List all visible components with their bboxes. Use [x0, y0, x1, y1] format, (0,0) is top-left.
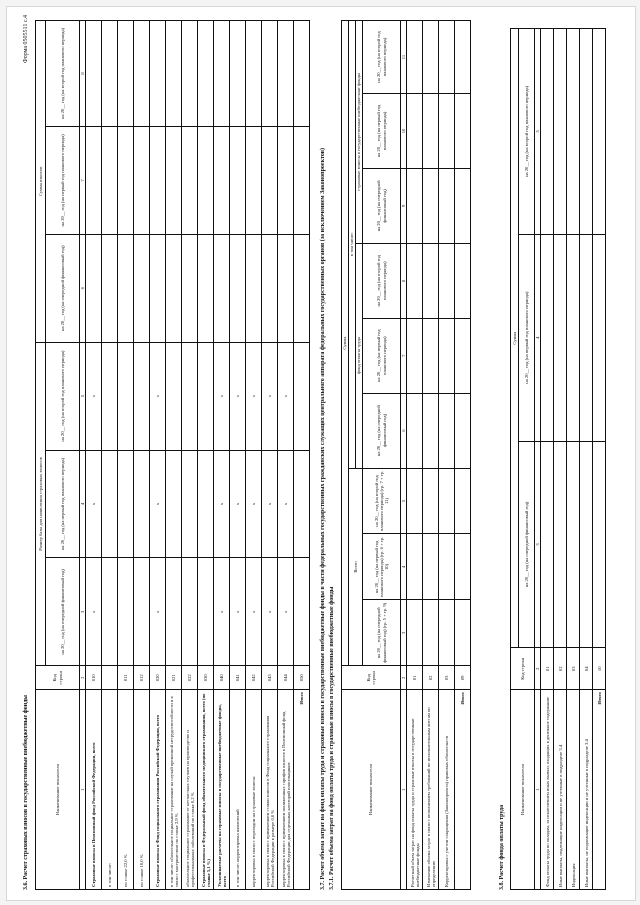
- value-cell: [439, 600, 455, 666]
- row-code: 021: [166, 666, 182, 690]
- value-cell: [439, 168, 455, 243]
- value-cell: [118, 450, 134, 558]
- total-row: [294, 21, 310, 890]
- row-code: 010: [86, 666, 102, 690]
- value-cell: [580, 441, 593, 648]
- value-cell: x: [150, 558, 166, 666]
- row-name: по ставке 22,0 %: [118, 690, 134, 890]
- value-cell: [166, 558, 182, 666]
- column-index: 11: [401, 21, 407, 94]
- value-cell: [407, 534, 423, 600]
- table-row: [134, 21, 150, 890]
- column-index: 3: [535, 441, 541, 648]
- value-cell: [593, 29, 606, 235]
- row-name: Индексация: [567, 690, 580, 890]
- header-year-2: на 20__ год (на первый год планового периода): [46, 450, 80, 558]
- column-index: 6: [80, 234, 86, 342]
- total-label: Итого: [455, 690, 471, 890]
- table-row: [262, 21, 278, 890]
- value-cell: [423, 534, 439, 600]
- value-cell: [230, 234, 246, 342]
- value-cell: [118, 21, 134, 127]
- header-total: Всего: [349, 468, 363, 666]
- table-row: [182, 21, 198, 890]
- header-year-2: на 20__ год (на первый год планового периода): [519, 234, 535, 441]
- value-cell: [541, 29, 554, 235]
- value-cell: [455, 468, 471, 534]
- value-cell: [182, 342, 198, 450]
- value-cell: [407, 318, 423, 393]
- value-cell: [567, 29, 580, 235]
- table-row: [118, 21, 134, 890]
- table-row: [580, 29, 593, 890]
- row-code: 03: [439, 666, 455, 690]
- header-name: Наименование показателя: [511, 690, 535, 890]
- table-row: [214, 21, 230, 890]
- value-cell: [166, 342, 182, 450]
- value-cell: [294, 558, 310, 666]
- value-cell: [102, 450, 118, 558]
- value-cell: x: [214, 450, 230, 558]
- column-index: 1: [535, 690, 541, 890]
- row-name: Фонд оплаты труда по окладам, за исключением иных выплат, входящих в денежное содержание: [541, 690, 554, 890]
- header-code: Код строки: [36, 666, 80, 690]
- column-index: 5: [80, 342, 86, 450]
- value-cell: [554, 441, 567, 648]
- value-cell: [593, 441, 606, 648]
- column-index: 3: [80, 558, 86, 666]
- payroll-costs-table: [341, 20, 471, 890]
- value-cell: [262, 21, 278, 127]
- value-cell: [554, 29, 567, 235]
- value-cell: [182, 558, 198, 666]
- value-cell: [455, 393, 471, 468]
- value-cell: [198, 126, 214, 234]
- value-cell: [423, 468, 439, 534]
- row-code: 020: [150, 666, 166, 690]
- value-cell: x: [262, 342, 278, 450]
- row-code: 030: [198, 666, 214, 690]
- value-cell: [134, 558, 150, 666]
- value-cell: [134, 342, 150, 450]
- value-cell: [567, 234, 580, 441]
- value-cell: [86, 21, 102, 127]
- value-cell: [294, 126, 310, 234]
- row-name: корректировка в связи с переходом на страховые взносы: [246, 690, 262, 890]
- header-code: Код строки: [511, 648, 535, 690]
- row-name: по ставке 10,0 %: [134, 690, 150, 890]
- row-code: 041: [230, 666, 246, 690]
- row-code: 02: [554, 648, 567, 690]
- total-code: 09: [455, 666, 471, 690]
- column-index: 4: [535, 234, 541, 441]
- header-year-2: на 20__ год (на первый год планового периода): [46, 126, 80, 234]
- value-cell: [593, 234, 606, 441]
- value-cell: [102, 234, 118, 342]
- value-cell: [407, 168, 423, 243]
- value-cell: x: [86, 450, 102, 558]
- value-cell: [262, 234, 278, 342]
- value-cell: [407, 94, 423, 169]
- row-code: 044: [278, 666, 294, 690]
- value-cell: [439, 393, 455, 468]
- header-year-3: на 20__ год (на второй год планового периода): [46, 21, 80, 127]
- column-index: 10: [401, 94, 407, 169]
- value-cell: [134, 234, 150, 342]
- value-cell: [567, 441, 580, 648]
- column-index: 5: [401, 468, 407, 534]
- row-name: Изменение объема затрат в связи с исполнением требований по исполнительным листам по определению: [423, 690, 439, 890]
- value-cell: [294, 21, 310, 127]
- table-body: [407, 21, 471, 890]
- column-index: 1: [401, 690, 407, 890]
- table-row: [246, 21, 262, 890]
- value-cell: [166, 234, 182, 342]
- value-cell: [541, 234, 554, 441]
- header-name: Наименование показателя: [342, 690, 401, 890]
- total-code: 10: [593, 648, 606, 690]
- value-cell: x: [150, 342, 166, 450]
- value-cell: [198, 21, 214, 127]
- header-including: в том числе:: [349, 21, 356, 469]
- table-row: [102, 21, 118, 890]
- value-cell: [198, 558, 214, 666]
- table-row: [230, 21, 246, 890]
- header-sum: Сумма взносов: [36, 21, 46, 343]
- value-cell: [423, 94, 439, 169]
- value-cell: [198, 450, 214, 558]
- column-index: 2: [80, 666, 86, 690]
- total-label: Итого: [593, 690, 606, 890]
- row-name: Страховые взносы в Пенсионный фонд Российской Федерации, всего: [86, 690, 102, 890]
- row-name: в том числе: корректировка начислений: [230, 690, 246, 890]
- table-row: [198, 21, 214, 890]
- table-row: [407, 21, 423, 890]
- value-cell: [246, 21, 262, 127]
- value-cell: [214, 21, 230, 127]
- value-cell: [455, 94, 471, 169]
- value-cell: x: [262, 558, 278, 666]
- document-page: [6, 6, 636, 901]
- value-cell: [580, 29, 593, 235]
- value-cell: [182, 234, 198, 342]
- value-cell: x: [278, 558, 294, 666]
- value-cell: [439, 318, 455, 393]
- value-cell: [134, 450, 150, 558]
- value-cell: [118, 558, 134, 666]
- value-cell: [541, 441, 554, 648]
- header-year-1: на 20__ год (на очередной финансовый год): [363, 168, 401, 243]
- section-3-6-title: 3.6. Расчет страховых взносов в государственные внебюджетные фонды: [23, 695, 29, 890]
- value-cell: [134, 21, 150, 127]
- row-name: Корректировка с учетом сокращения (Законопроекта) правовых обязательств: [439, 690, 455, 890]
- column-index: 1: [80, 690, 86, 890]
- table-row: [423, 21, 439, 890]
- value-cell: [150, 21, 166, 127]
- form-reference: Форма 0505511 с.4: [23, 15, 29, 64]
- value-cell: [214, 126, 230, 234]
- value-cell: x: [86, 558, 102, 666]
- value-cell: [455, 168, 471, 243]
- header-year-1: на 20__ год (на очередной финансовый год) (гр. 5 + гр. 9): [363, 600, 401, 666]
- value-cell: [214, 234, 230, 342]
- value-cell: [554, 234, 567, 441]
- table-row: [86, 21, 102, 890]
- table-row: [567, 29, 580, 890]
- section-3-7-1-title: 3.7.1. Расчет объема затрат на фонд оплаты труда и страховые взносы в государственные внебюджетные фонды: [329, 586, 335, 890]
- value-cell: [423, 168, 439, 243]
- value-cell: [102, 126, 118, 234]
- value-cell: [423, 600, 439, 666]
- value-cell: [423, 243, 439, 318]
- value-cell: [102, 21, 118, 127]
- total-row: [593, 29, 606, 890]
- value-cell: x: [86, 342, 102, 450]
- column-index: 8: [401, 243, 407, 318]
- row-name: Страховые взносы в Фонд социального страхования Российской Федерации, всего: [150, 690, 166, 890]
- column-index: 8: [80, 21, 86, 127]
- row-code: 022: [182, 666, 198, 690]
- table-body: [541, 29, 606, 890]
- value-cell: x: [278, 342, 294, 450]
- table-row: [541, 29, 554, 890]
- payroll-fund-table: [510, 28, 606, 890]
- row-name: Уплачиваемые расчеты на страховые взносы в государственные внебюджетные фонды, всего: [214, 690, 230, 890]
- value-cell: x: [214, 342, 230, 450]
- value-cell: [407, 393, 423, 468]
- row-code: 04: [580, 648, 593, 690]
- value-cell: [294, 450, 310, 558]
- column-index: 2: [401, 666, 407, 690]
- header-year-1: на 20__ год (на очередной финансовый год): [46, 558, 80, 666]
- value-cell: [166, 21, 182, 127]
- header-year-1: на 20__ год (на очередной финансовый год): [363, 393, 401, 468]
- value-cell: [439, 94, 455, 169]
- table-body: [86, 21, 310, 890]
- header-year-3: на 20__ год (на второй год планового периода): [46, 342, 80, 450]
- section-3-7-title: 3.7. Расчет объема затрат на фонд оплаты труда и страховые взносы в государственные внебюджетные фонды в части федеральных государственных гражданских служащих центрального аппарата федеральных государственных органов (за исключением Законопроектов): [320, 148, 326, 890]
- value-cell: [278, 126, 294, 234]
- value-cell: [407, 600, 423, 666]
- value-cell: [230, 126, 246, 234]
- header-sum: Сумма: [342, 21, 349, 666]
- value-cell: x: [230, 558, 246, 666]
- value-cell: x: [246, 342, 262, 450]
- value-cell: [230, 21, 246, 127]
- value-cell: [439, 468, 455, 534]
- table-row: [150, 21, 166, 890]
- table-row: [166, 21, 182, 890]
- row-name: корректировка в связи с применением ставки взносов в Фонд социального страхования Российской Федерации в размере 0,0 %: [262, 690, 278, 890]
- row-code: 043: [262, 666, 278, 690]
- value-cell: [423, 21, 439, 94]
- row-name: Иные выплаты, подлежащие индексации и не учтенные в подразделе 3.4: [554, 690, 567, 890]
- value-cell: [182, 21, 198, 127]
- value-cell: [166, 450, 182, 558]
- value-cell: [278, 21, 294, 127]
- value-cell: [246, 126, 262, 234]
- value-cell: [407, 21, 423, 94]
- rotated-content: [7, 7, 635, 900]
- column-index: 3: [401, 600, 407, 666]
- value-cell: [294, 342, 310, 450]
- header-year-3: на 20__ год (на второй год планового периода) (гр. 7 + гр. 11): [363, 468, 401, 534]
- value-cell: [198, 234, 214, 342]
- value-cell: [407, 468, 423, 534]
- value-cell: [455, 534, 471, 600]
- row-name: Иные выплаты, не подлежащие индексации и не учтенные в подразделе 3.4: [580, 690, 593, 890]
- row-code: 011: [118, 666, 134, 690]
- value-cell: [102, 558, 118, 666]
- value-cell: [198, 342, 214, 450]
- value-cell: [86, 126, 102, 234]
- value-cell: [86, 234, 102, 342]
- value-cell: [118, 126, 134, 234]
- header-year-3: на 20__ год (на второй год планового периода): [363, 243, 401, 318]
- value-cell: [246, 234, 262, 342]
- row-code: 01: [407, 666, 423, 690]
- value-cell: [262, 126, 278, 234]
- column-index: 4: [80, 450, 86, 558]
- row-code: 03: [567, 648, 580, 690]
- row-name: Страховые взносы в Федеральный фонд обязательного медицинского страхования, всего (по ставке 5,1 %): [198, 690, 214, 890]
- header-year-3: на 20__ год (на второй год планового периода): [519, 29, 535, 235]
- header-name: Наименование показателя: [36, 690, 80, 890]
- row-name: корректировка в связи с применением пониженных тарифов взносов в Пенсионный фонд Российской Федерации для отдельных категорий плательщиков: [278, 690, 294, 890]
- row-name: в том числе: обязательное социальное страхование на случай временной нетрудоспособности и в связи с материнством по ставке 2,9 %: [166, 690, 182, 890]
- value-cell: x: [214, 558, 230, 666]
- header-year-2: на 20__ год (на первый год планового периода): [363, 318, 401, 393]
- row-name: в том числе:: [102, 690, 118, 890]
- header-year-2: на 20__ год (на первый год планового периода) (гр. 6 + гр. 10): [363, 534, 401, 600]
- value-cell: [182, 126, 198, 234]
- header-contributions: страховые взносы в государственные внебюджетные фонды: [356, 21, 363, 244]
- table-row: [439, 21, 455, 890]
- row-code: 042: [246, 666, 262, 690]
- column-index: 5: [535, 29, 541, 235]
- table-row: [554, 29, 567, 890]
- total-label: Итого: [294, 690, 310, 890]
- value-cell: [455, 600, 471, 666]
- value-cell: x: [246, 450, 262, 558]
- value-cell: x: [150, 450, 166, 558]
- value-cell: [118, 234, 134, 342]
- value-cell: [182, 450, 198, 558]
- value-cell: [150, 126, 166, 234]
- column-index: 4: [401, 534, 407, 600]
- table-row: [278, 21, 294, 890]
- header-base: Размер базы для начисления страховых взносов: [36, 342, 46, 666]
- value-cell: [580, 234, 593, 441]
- section-3-8-title: 3.8. Расчет фонда оплаты труда: [499, 804, 505, 890]
- value-cell: [439, 243, 455, 318]
- value-cell: [294, 234, 310, 342]
- total-code: 050: [294, 666, 310, 690]
- row-name: Расчетный объем затрат на фонд оплаты труда и страховые взносы в государственные внебюджетные фонды: [407, 690, 423, 890]
- value-cell: [439, 534, 455, 600]
- row-code: 02: [423, 666, 439, 690]
- header-year-3: на 20__ год (на второй год планового периода): [363, 21, 401, 94]
- header-sum: Сумма: [511, 29, 519, 648]
- value-cell: [407, 243, 423, 318]
- value-cell: [134, 126, 150, 234]
- value-cell: [439, 21, 455, 94]
- row-code: [102, 666, 118, 690]
- column-index: 9: [401, 168, 407, 243]
- row-name: обязательное социальное страхование от несчастных случаев на производстве и профессиональных заболеваний по ставке 0,2 %: [182, 690, 198, 890]
- header-year-2: на 20__ год (на первый год планового периода): [363, 94, 401, 169]
- header-year-1: на 20__ год (на очередной финансовый год): [46, 234, 80, 342]
- value-cell: x: [246, 558, 262, 666]
- column-index: 2: [535, 648, 541, 690]
- value-cell: [455, 21, 471, 94]
- row-code: 01: [541, 648, 554, 690]
- row-code: 040: [214, 666, 230, 690]
- value-cell: [166, 126, 182, 234]
- value-cell: [150, 234, 166, 342]
- value-cell: [118, 342, 134, 450]
- value-cell: [455, 243, 471, 318]
- value-cell: x: [262, 450, 278, 558]
- value-cell: x: [230, 450, 246, 558]
- column-index: 7: [80, 126, 86, 234]
- column-index: 6: [401, 393, 407, 468]
- value-cell: [423, 393, 439, 468]
- column-index: 7: [401, 318, 407, 393]
- value-cell: [455, 318, 471, 393]
- value-cell: [278, 234, 294, 342]
- value-cell: x: [230, 342, 246, 450]
- header-payroll: фонд оплаты труда: [356, 243, 363, 468]
- total-row: [455, 21, 471, 890]
- header-year-1: на 20__ год (на очередной финансовый год): [519, 441, 535, 648]
- value-cell: x: [278, 450, 294, 558]
- header-code: Код строки: [342, 666, 401, 690]
- row-code: 012: [134, 666, 150, 690]
- value-cell: [423, 318, 439, 393]
- insurance-contributions-table: [35, 20, 310, 890]
- value-cell: [102, 342, 118, 450]
